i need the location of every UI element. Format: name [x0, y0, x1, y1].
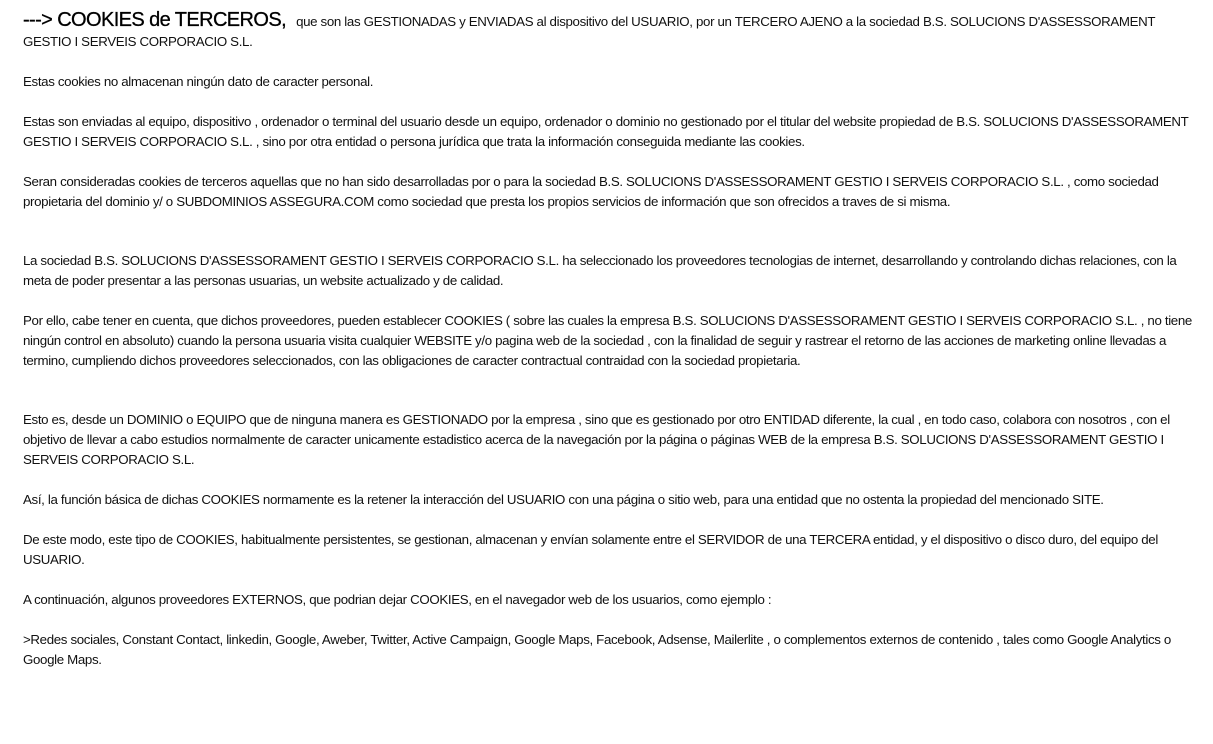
intro-text: que son las GESTIONADAS y ENVIADAS al dispositivo del USUARIO, por un TERCERO AJENO a la sociedad B.S. SOLUCIONS D'ASSESSORAMENT GESTIO I SERVEIS CORPORACIO S.L.: [23, 14, 1155, 49]
cookies-document: [23, 10, 1193, 690]
paragraph-no-personal-data: Estas cookies no almacenan ningún dato de caracter personal.: [23, 74, 374, 89]
paragraph-basic-function: Así, la función básica de dichas COOKIES normamente es la retener la interacción del USUARIO con una página o sitio web, para una entidad que no ostenta la propiedad del mencionado SITE.: [23, 492, 1104, 507]
paragraph-external-domain: Esto es, desde un DOMINIO o EQUIPO que de ninguna manera es GESTIONADO por la empresa , sino que es gestionado por otro ENTIDAD diferente, la cual , en todo caso, colabora con nosotros , con el objetivo de llevar a cabo estudios normalmente de caracter unicamente estadistico acerca de la navegación por la página o páginas WEB de la empresa B.S. SOLUCIONS D'ASSESSORAMENT GESTIO I SERVEIS CORPORACIO S.L.: [23, 412, 1170, 467]
section-heading: ---> COOKIES de TERCEROS,: [23, 9, 287, 31]
intro-paragraph: [23, 10, 1193, 52]
paragraph-external-providers-intro: A continuación, algunos proveedores EXTERNOS, que podrian dejar COOKIES, en el navegador web de los usuarios, como ejemplo :: [23, 592, 772, 607]
paragraph-persistent-cookies: De este modo, este tipo de COOKIES, habitualmente persistentes, se gestionan, almacenan y envían solamente entre el SERVIDOR de una TERCERA entidad, y el dispositivo o disco duro, del equipo del USUARIO.: [23, 532, 1158, 567]
paragraph-sent-to-device: Estas son enviadas al equipo, dispositivo , ordenador o terminal del usuario desde un equipo, ordenador o dominio no gestionado por el titular del website propiedad de B.S. SOLUCIONS D'ASSESSORAMENT GESTIO I SERVEIS CORPORACIO S.L. , sino por otra entidad o persona jurídica que trata la información conseguida mediante las cookies.: [23, 114, 1189, 149]
paragraph-provider-list: >Redes sociales, Constant Contact, linkedin, Google, Aweber, Twitter, Active Campaign, Google Maps, Facebook, Adsense, Mailerlite , o complementos externos de contenido , tales como Google Analytics o Google Maps.: [23, 632, 1171, 667]
paragraph-providers-cookies: Por ello, cabe tener en cuenta, que dichos proveedores, pueden establecer COOKIES ( sobre las cuales la empresa B.S. SOLUCIONS D'ASSESSORAMENT GESTIO I SERVEIS CORPORACIO S.L. , no tiene ningún control en absoluto) cuando la persona usuaria visita cualquier WEBSITE y/o pagina web de la sociedad , con la finalidad de seguir y rastrear el retorno de las acciones de marketing online llevadas a termino, cumpliendo dichos proveedores seleccionados, con las obligaciones de caracter contractual contraidad con la sociedad propietaria.: [23, 313, 1192, 368]
paragraph-third-party-definition: Seran consideradas cookies de terceros aquellas que no han sido desarrolladas por o para la sociedad B.S. SOLUCIONS D'ASSESSORAMENT GESTIO I SERVEIS CORPORACIO S.L. , como sociedad propietaria del dominio y/ o SUBDOMINIOS ASSEGURA.COM como sociedad que presta los propios servicios de información que son ofrecidos a traves de si misma.: [23, 174, 1159, 209]
paragraph-providers-selected: La sociedad B.S. SOLUCIONS D'ASSESSORAMENT GESTIO I SERVEIS CORPORACIO S.L. ha seleccionado los proveedores tecnologias de internet, desarrollando y controlando dichas relaciones, con la meta de poder presentar a las personas usuarias, un website actualizado y de calidad.: [23, 253, 1177, 288]
